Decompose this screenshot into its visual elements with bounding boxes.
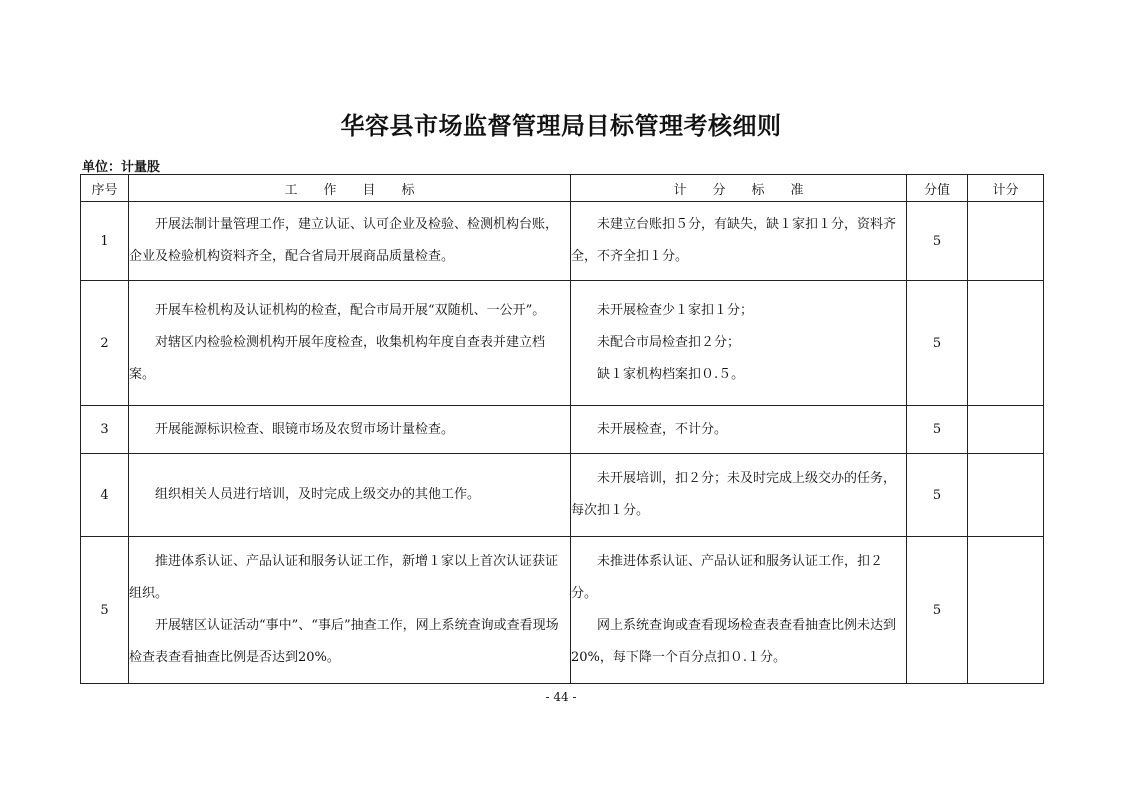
work-goal-cell bbox=[129, 454, 571, 537]
page-number: - 44 - bbox=[545, 690, 577, 704]
scoring-criteria-paragraph: 未开展检查少１家扣１分； bbox=[597, 303, 754, 318]
point-value: 5 bbox=[907, 406, 968, 454]
assessment-table bbox=[80, 174, 1044, 684]
scoring-criteria-cell bbox=[571, 537, 907, 684]
header-criteria: 计 分 标 准 bbox=[571, 175, 907, 202]
document-title: 华容县市场监督管理局目标管理考核细则 bbox=[340, 112, 782, 140]
scoring-criteria-paragraph: 未开展培训，扣２分；未及时完成上级交办的任务，每次扣１分。 bbox=[571, 471, 897, 518]
scoring-criteria-paragraph: 未推进体系认证、产品认证和服务认证工作，扣２分。 bbox=[571, 554, 884, 601]
point-value: 5 bbox=[907, 202, 968, 281]
scoring-criteria-paragraph: 网上系统查询或查看现场检查表查看抽查比例未达到20%，每下降一个百分点扣０.１分。 bbox=[571, 618, 897, 665]
work-goal-cell bbox=[129, 202, 571, 281]
score-cell bbox=[968, 454, 1044, 537]
work-goal-paragraph: 推进体系认证、产品认证和服务认证工作，新增１家以上首次认证获证组织。 bbox=[129, 554, 559, 601]
table-row bbox=[81, 406, 1044, 454]
work-goal-cell bbox=[129, 281, 571, 406]
row-number: 2 bbox=[81, 281, 129, 406]
table-row bbox=[81, 202, 1044, 281]
score-cell bbox=[968, 537, 1044, 684]
scoring-criteria-paragraph: 缺１家机构档案扣０.５。 bbox=[597, 367, 745, 382]
row-number: 5 bbox=[81, 537, 129, 684]
work-goal-paragraph: 开展能源标识检查、眼镜市场及农贸市场计量检查。 bbox=[155, 421, 455, 437]
score-cell bbox=[968, 202, 1044, 281]
header-value: 分值 bbox=[907, 175, 968, 202]
scoring-criteria-cell bbox=[571, 454, 907, 537]
table-row bbox=[81, 281, 1044, 406]
unit-label: 单位：计量股 bbox=[82, 160, 161, 175]
scoring-criteria-paragraph: 未建立台账扣５分，有缺失，缺１家扣１分，资料齐全，不齐全扣１分。 bbox=[571, 217, 897, 264]
row-number: 1 bbox=[81, 202, 129, 281]
header-no: 序号 bbox=[81, 175, 129, 202]
work-goal-paragraph: 对辖区内检验检测机构开展年度检查，收集机构年度自查表并建立档案。 bbox=[129, 335, 546, 382]
point-value: 5 bbox=[907, 454, 968, 537]
work-goal-paragraph: 组织相关人员进行培训，及时完成上级交办的其他工作。 bbox=[155, 487, 481, 502]
point-value: 5 bbox=[907, 281, 968, 406]
work-goal-paragraph: 开展辖区认证活动“事中”、“事后”抽查工作，网上系统查询或查看现场检查表查看抽查比例是否达到20%。 bbox=[129, 618, 559, 665]
table-row bbox=[81, 454, 1044, 537]
work-goal-cell bbox=[129, 537, 571, 684]
scoring-criteria-cell bbox=[571, 202, 907, 281]
work-goal-cell bbox=[129, 406, 571, 454]
work-goal-paragraph: 开展车检机构及认证机构的检查，配合市局开展“双随机、一公开”。 bbox=[155, 303, 546, 318]
score-cell bbox=[968, 281, 1044, 406]
header-goal: 工 作 目 标 bbox=[129, 175, 571, 202]
row-number: 3 bbox=[81, 406, 129, 454]
scoring-criteria-paragraph: 未配合市局检查扣２分； bbox=[597, 335, 741, 350]
scoring-criteria-cell bbox=[571, 406, 907, 454]
scoring-criteria-paragraph: 未开展检查，不计分。 bbox=[597, 421, 728, 437]
point-value: 5 bbox=[907, 537, 968, 684]
table-header-row bbox=[81, 175, 1044, 202]
work-goal-paragraph: 开展法制计量管理工作，建立认证、认可企业及检验、检测机构台账，企业及检验机构资料齐全，配合省局开展商品质量检查。 bbox=[129, 217, 559, 264]
row-number: 4 bbox=[81, 454, 129, 537]
scoring-criteria-cell bbox=[571, 281, 907, 406]
header-score: 计分 bbox=[968, 175, 1044, 202]
score-cell bbox=[968, 406, 1044, 454]
table-row bbox=[81, 537, 1044, 684]
